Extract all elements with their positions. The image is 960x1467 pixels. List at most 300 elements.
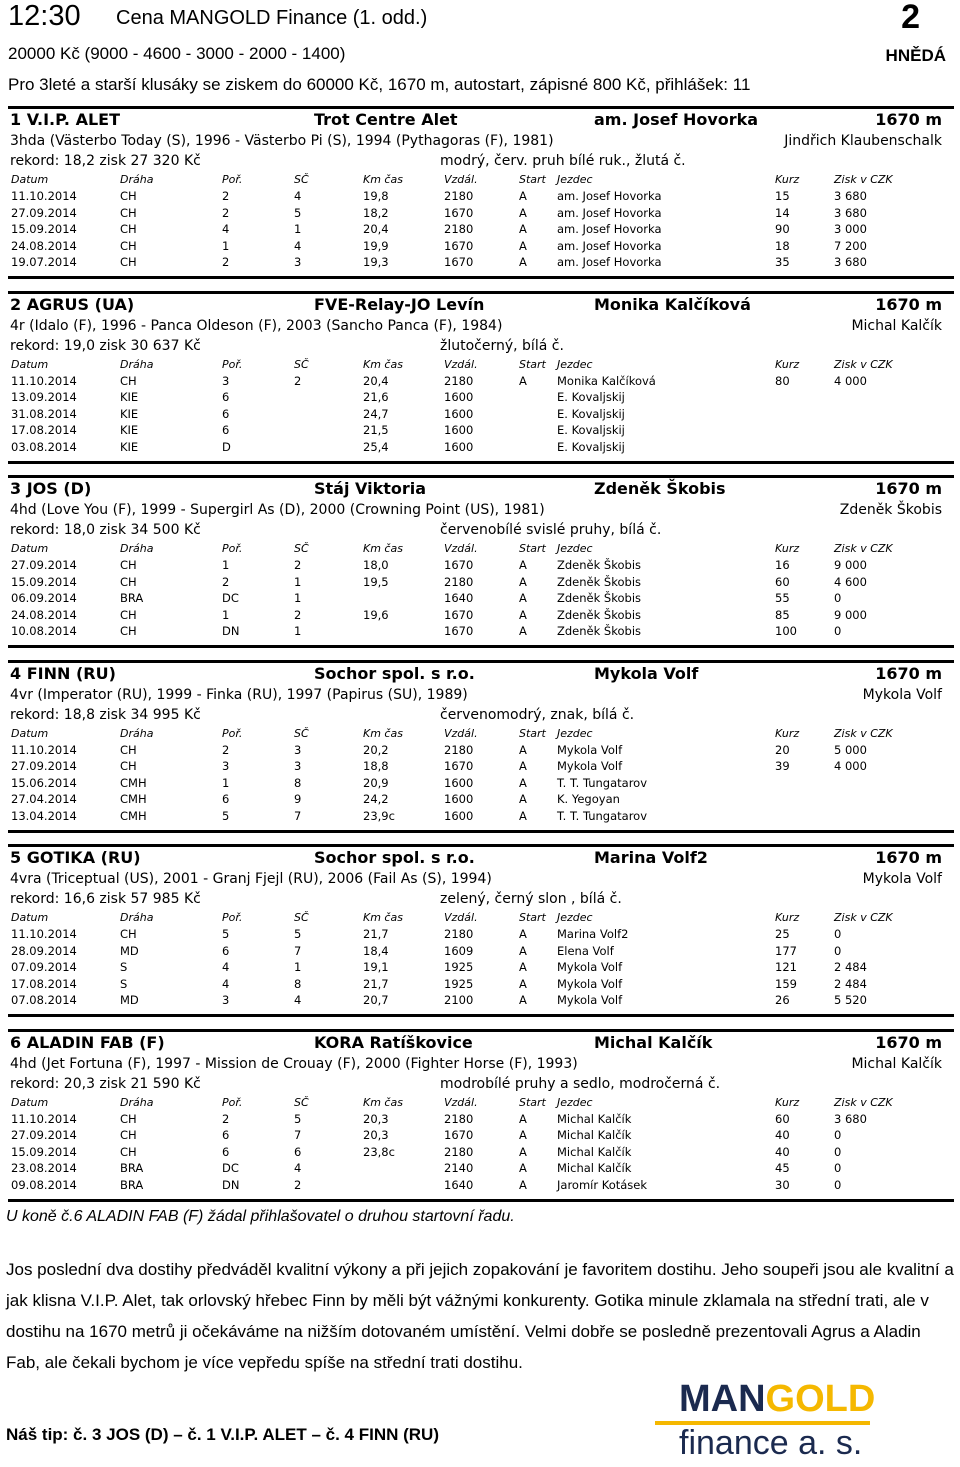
table-cell: 2: [294, 607, 302, 622]
horse-title-line: [8, 848, 948, 870]
table-cell: T. T. Tungatarov: [557, 808, 648, 823]
race-comment: Jos poslední dva dostihy předváděl kvalitní výkony a při jejich zopakování je favoritem dostihu. Jeho soupeři jsou ale kvalitní a jak klisna V.I.P. Alet, tak orlovský hřebec Finn by měli být vážnými konkurenty. Gotika minule zklamala na střední trati, ale v dostihu na 1670 metrů ji očekáváme na nižším dotovaném umístění. Velmi dobře se posledně prezentovali Agrus a Aladin Fab, ale čekali bychom je více vepředu spíše na střední trati dostihu.: [6, 1260, 954, 1372]
table-cell: CMH: [120, 808, 147, 823]
divider: [8, 830, 954, 833]
horse-breeder: Michal Kalčík: [851, 317, 942, 334]
table-cell: am. Josef Hovorka: [557, 222, 662, 236]
table-cell: 1600: [444, 423, 474, 437]
column-header: Start: [519, 726, 546, 740]
table-cell: 3: [222, 993, 230, 1007]
table-cell: 2180: [444, 189, 474, 203]
table-cell: CH: [120, 607, 137, 622]
column-header: Datum: [11, 173, 49, 186]
table-cell: 90: [775, 222, 790, 236]
table-cell: CH: [120, 1128, 137, 1142]
table-row: [8, 423, 948, 439]
divider: [8, 645, 954, 648]
table-header: [8, 727, 948, 743]
table-cell: 2: [294, 1177, 302, 1192]
column-header: Jezdec: [557, 542, 593, 555]
table-cell: A: [519, 808, 527, 823]
column-header: Kurz: [775, 173, 800, 186]
table-cell: 27.09.2014: [11, 1128, 77, 1142]
table-cell: 4 000: [834, 373, 867, 388]
table-cell: A: [519, 775, 527, 790]
horse-record: rekord: 18,0 zisk 34 500 Kč: [10, 522, 201, 538]
column-header: Zisk v CZK: [834, 173, 893, 186]
table-cell: 5 000: [834, 742, 867, 757]
table-cell: am. Josef Hovorka: [557, 189, 662, 203]
table-cell: 1600: [444, 390, 474, 404]
divider: [8, 106, 954, 109]
race-time: 12:30: [8, 0, 81, 32]
table-cell: 2100: [444, 993, 474, 1007]
table-cell: 2140: [444, 1161, 474, 1175]
column-header: Vzdál.: [444, 542, 478, 555]
divider: [8, 1014, 954, 1017]
table-cell: 20,4: [363, 222, 389, 236]
table-cell: CMH: [120, 792, 147, 806]
horse-name: 1 V.I.P. ALET: [10, 110, 120, 129]
column-header: Start: [519, 357, 546, 371]
table-cell: 40: [775, 1144, 790, 1159]
table-header: [8, 173, 948, 189]
horse-pedigree: 4vra (Triceptual (US), 2001 - Granj Fjejl (RU), 2006 (Fail As (S), 1994): [10, 871, 492, 887]
horse-pedigree-line: [8, 871, 948, 890]
table-cell: Zdeněk Škobis: [557, 624, 642, 638]
table-cell: 4: [294, 238, 302, 253]
table-cell: 18,0: [363, 558, 389, 572]
divider: [8, 475, 954, 478]
column-header: Poř.: [222, 542, 243, 555]
table-cell: A: [519, 759, 527, 773]
race-header: [8, 0, 930, 34]
table-cell: 19,6: [363, 607, 389, 622]
table-cell: 9 000: [834, 558, 867, 572]
table-cell: A: [519, 222, 527, 236]
table-cell: A: [519, 591, 527, 605]
horse-record: rekord: 16,6 zisk 57 985 Kč: [10, 891, 201, 907]
table-cell: 1670: [444, 238, 474, 253]
column-header: Dráha: [120, 911, 154, 924]
table-cell: A: [519, 1161, 527, 1175]
horse-distance: 1670 m: [875, 1032, 942, 1052]
column-header: Vzdál.: [444, 911, 478, 924]
table-cell: 20,7: [363, 993, 389, 1007]
table-cell: K. Yegoyan: [557, 792, 620, 806]
table-cell: A: [519, 205, 527, 220]
horse-owner: KORA Ratíškovice: [314, 1032, 473, 1052]
table-cell: 19,3: [363, 255, 389, 269]
table-cell: 0: [834, 1161, 842, 1175]
table-cell: 10.08.2014: [11, 624, 77, 638]
table-cell: 13.04.2014: [11, 808, 77, 823]
table-cell: 23,9c: [363, 808, 395, 823]
horse-colors: modrý, červ. pruh bílé ruk., žlutá č.: [440, 153, 686, 169]
table-cell: 6: [222, 423, 230, 437]
table-cell: 18,8: [363, 759, 389, 773]
table-cell: Michal Kalčík: [557, 1111, 632, 1126]
table-cell: 28.09.2014: [11, 943, 77, 958]
table-cell: 19,5: [363, 574, 389, 589]
column-header: Start: [519, 1095, 546, 1109]
table-cell: 2180: [444, 574, 474, 589]
table-row: [8, 792, 948, 808]
table-cell: 1670: [444, 607, 474, 622]
table-cell: 4: [222, 960, 230, 974]
table-cell: 11.10.2014: [11, 1111, 77, 1126]
table-cell: 06.09.2014: [11, 591, 77, 605]
table-cell: E. Kovaljskij: [557, 439, 625, 454]
table-header: [8, 1096, 948, 1112]
table-cell: CH: [120, 574, 137, 589]
table-cell: 20,3: [363, 1128, 389, 1142]
horse-pedigree: 4r (Idalo (F), 1996 - Panca Oldeson (F), 2003 (Sancho Panca (F), 1984): [10, 317, 503, 334]
horse-pedigree: 4hd (Love You (F), 1999 - Supergirl As (D), 2000 (Crowning Point (US), 1981): [10, 502, 545, 518]
column-header: Zisk v CZK: [834, 726, 893, 740]
table-cell: 23,8c: [363, 1144, 395, 1159]
table-cell: 2180: [444, 742, 474, 757]
table-cell: 15: [775, 189, 790, 203]
horse-record-line: [8, 891, 948, 910]
table-cell: 3: [222, 759, 230, 773]
table-cell: 1640: [444, 1177, 474, 1192]
column-header: Km čas: [363, 1095, 403, 1109]
table-cell: A: [519, 976, 527, 991]
table-row: [8, 944, 948, 960]
horse-record-line: [8, 522, 948, 541]
table-cell: am. Josef Hovorka: [557, 255, 662, 269]
horse-name: 3 JOS (D): [10, 479, 92, 498]
column-header: Jezdec: [557, 357, 593, 371]
table-cell: A: [519, 927, 527, 941]
table-cell: 3: [294, 742, 302, 757]
column-header: SČ: [294, 173, 309, 186]
table-cell: 60: [775, 1111, 790, 1126]
table-row: [8, 624, 948, 640]
table-cell: 7: [294, 943, 302, 958]
horse-pedigree-line: [8, 502, 948, 521]
column-header: Kurz: [775, 726, 800, 740]
table-cell: 3 680: [834, 205, 867, 220]
table-cell: CH: [120, 238, 137, 253]
divider: [8, 291, 954, 294]
table-cell: A: [519, 960, 527, 974]
column-header: Dráha: [120, 726, 154, 740]
table-cell: 2180: [444, 927, 474, 941]
table-cell: 14: [775, 205, 790, 220]
entry-note: U koně č.6 ALADIN FAB (F) žádal přihlašovatel o druhou startovní řadu.: [6, 1208, 515, 1225]
table-row: [8, 206, 948, 222]
horse-distance: 1670 m: [875, 479, 942, 498]
table-cell: A: [519, 742, 527, 757]
table-cell: 1600: [444, 808, 474, 823]
column-header: Poř.: [222, 726, 243, 740]
horse-breeder: Michal Kalčík: [851, 1055, 942, 1072]
table-cell: 1: [294, 222, 302, 236]
table-cell: 27.09.2014: [11, 205, 77, 220]
table-cell: 55: [775, 591, 790, 605]
horse-owner: Trot Centre Alet: [314, 110, 458, 129]
horse-record: rekord: 19,0 zisk 30 637 Kč: [10, 337, 201, 354]
column-header: Jezdec: [557, 173, 593, 186]
table-cell: CH: [120, 927, 137, 941]
table-cell: am. Josef Hovorka: [557, 238, 662, 253]
table-cell: A: [519, 373, 527, 388]
table-cell: Michal Kalčík: [557, 1128, 632, 1142]
table-cell: Marina Volf2: [557, 927, 629, 941]
table-cell: 0: [834, 591, 842, 605]
table-cell: E. Kovaljskij: [557, 406, 625, 421]
table-cell: BRA: [120, 1177, 144, 1192]
column-header: SČ: [294, 357, 309, 371]
table-cell: 19.07.2014: [11, 255, 77, 269]
table-row: [8, 255, 948, 271]
table-cell: 18: [775, 238, 790, 253]
column-header: Km čas: [363, 173, 403, 186]
table-cell: KIE: [120, 439, 139, 454]
table-cell: 5: [294, 927, 302, 941]
table-cell: 11.10.2014: [11, 373, 77, 388]
table-row: [8, 239, 948, 255]
race-number: 2: [901, 0, 920, 36]
table-cell: A: [519, 624, 527, 638]
table-cell: 24.08.2014: [11, 607, 77, 622]
table-cell: 1670: [444, 205, 474, 220]
table-cell: 9 000: [834, 607, 867, 622]
table-cell: 2: [222, 574, 230, 589]
column-header: Start: [519, 173, 546, 186]
table-cell: 4: [294, 993, 302, 1007]
table-cell: 4 000: [834, 759, 867, 773]
horse-owner: Stáj Viktoria: [314, 479, 427, 498]
table-cell: 18,4: [363, 943, 389, 958]
horse-name: 2 AGRUS (UA): [10, 294, 135, 314]
table-cell: Mykola Volf: [557, 960, 623, 974]
table-row: [8, 189, 948, 205]
divider: [8, 461, 954, 464]
table-cell: 24.08.2014: [11, 238, 77, 253]
table-cell: 23.08.2014: [11, 1161, 77, 1175]
table-cell: 1600: [444, 792, 474, 806]
table-cell: 5: [222, 927, 230, 941]
table-cell: 2: [222, 742, 230, 757]
table-cell: 8: [294, 775, 302, 790]
table-cell: 1: [294, 574, 302, 589]
divider: [8, 1029, 954, 1032]
table-cell: CH: [120, 759, 137, 773]
race-conditions: Pro 3leté a starší klusáky se ziskem do 60000 Kč, 1670 m, autostart, zápisné 800 Kč, přihlášek: 11: [8, 75, 751, 94]
table-cell: A: [519, 607, 527, 622]
horse-record-line: [8, 338, 948, 357]
table-row: [8, 1128, 948, 1144]
table-cell: CH: [120, 205, 137, 220]
table-row: [8, 440, 948, 456]
table-cell: 1609: [444, 943, 474, 958]
table-cell: 0: [834, 1144, 842, 1159]
table-cell: Zdeněk Škobis: [557, 558, 642, 572]
table-cell: 5: [294, 1111, 302, 1126]
table-cell: KIE: [120, 390, 139, 404]
horse-entry: [8, 844, 954, 1016]
table-cell: Monika Kalčíková: [557, 373, 656, 388]
table-row: [8, 1145, 948, 1161]
table-cell: 3: [294, 255, 302, 269]
table-cell: KIE: [120, 423, 139, 437]
table-cell: 6: [222, 406, 230, 421]
table-cell: A: [519, 1177, 527, 1192]
table-cell: DC: [222, 591, 239, 605]
table-cell: 7 200: [834, 238, 867, 253]
table-cell: 1670: [444, 1128, 474, 1142]
table-cell: 3: [294, 759, 302, 773]
table-header: [8, 358, 948, 374]
table-row: [8, 743, 948, 759]
table-cell: 16: [775, 558, 790, 572]
horse-trainer: Mykola Volf: [594, 663, 699, 683]
table-cell: 17.08.2014: [11, 423, 77, 437]
table-cell: A: [519, 1144, 527, 1159]
table-cell: 15.09.2014: [11, 222, 77, 236]
table-row: [8, 558, 948, 574]
race-prize: 20000 Kč (9000 - 4600 - 3000 - 2000 - 1400): [8, 44, 346, 63]
table-row: [8, 407, 948, 423]
column-header: Kurz: [775, 542, 800, 555]
horse-entry: [8, 475, 954, 647]
table-row: [8, 575, 948, 591]
table-cell: Mykola Volf: [557, 759, 623, 773]
table-cell: 4: [222, 976, 230, 991]
table-cell: 40: [775, 1128, 790, 1142]
table-cell: 4: [294, 1161, 302, 1175]
column-header: Poř.: [222, 911, 243, 924]
table-cell: DC: [222, 1161, 239, 1175]
table-cell: 5: [222, 808, 230, 823]
table-cell: A: [519, 792, 527, 806]
horse-record: rekord: 18,2 zisk 27 320 Kč: [10, 153, 201, 169]
table-cell: 1600: [444, 775, 474, 790]
column-header: SČ: [294, 726, 309, 740]
horse-title-line: [8, 295, 948, 317]
column-header: Km čas: [363, 357, 403, 371]
column-header: Poř.: [222, 357, 243, 371]
table-cell: 1670: [444, 759, 474, 773]
column-header: Jezdec: [557, 1095, 593, 1109]
mangold-logo: MANGOLD finance a. s.: [655, 1378, 870, 1466]
table-cell: Zdeněk Škobis: [557, 591, 642, 605]
table-cell: 21,5: [363, 423, 389, 437]
horse-entry: [8, 660, 954, 832]
table-cell: 25: [775, 927, 790, 941]
column-header: Zisk v CZK: [834, 1095, 893, 1109]
horse-breeder: Mykola Volf: [862, 686, 942, 703]
table-cell: MD: [120, 943, 139, 958]
table-cell: 6: [222, 1144, 230, 1159]
table-cell: A: [519, 558, 527, 572]
horse-pedigree: 4hd (Jet Fortuna (F), 1997 - Mission de Crouay (F), 2000 (Fighter Horse (F), 1993): [10, 1055, 578, 1072]
horse-distance: 1670 m: [875, 294, 942, 314]
table-cell: 1: [294, 591, 302, 605]
table-row: [8, 608, 948, 624]
table-cell: MD: [120, 993, 139, 1007]
table-cell: CH: [120, 1144, 137, 1159]
horse-colors: červenobílé svislé pruhy, bílá č.: [440, 522, 662, 538]
table-cell: 6: [222, 943, 230, 958]
table-cell: BRA: [120, 1161, 144, 1175]
table-cell: 2: [222, 1111, 230, 1126]
column-header: Start: [519, 542, 546, 555]
horse-trainer: Monika Kalčíková: [594, 294, 751, 314]
table-cell: DN: [222, 1177, 240, 1192]
column-header: Vzdál.: [444, 173, 478, 186]
table-header: [8, 911, 948, 927]
table-cell: S: [120, 960, 128, 974]
table-row: [8, 390, 948, 406]
table-cell: 39: [775, 759, 790, 773]
table-cell: 121: [775, 960, 797, 974]
column-header: SČ: [294, 542, 309, 555]
table-cell: 177: [775, 943, 797, 958]
table-row: [8, 1161, 948, 1177]
table-cell: 3 680: [834, 189, 867, 203]
table-cell: 6: [222, 1128, 230, 1142]
horse-breeder: Zdeněk Škobis: [839, 502, 942, 518]
horse-title-line: [8, 664, 948, 686]
table-cell: 15.06.2014: [11, 775, 77, 790]
horse-trainer: Zdeněk Škobis: [594, 479, 726, 498]
table-row: [8, 993, 948, 1009]
race-tip: Náš tip: č. 3 JOS (D) – č. 1 V.I.P. ALET – č. 4 FINN (RU): [6, 1425, 439, 1444]
divider: [8, 276, 954, 279]
horse-pedigree: 4vr (Imperator (RU), 1999 - Finka (RU), 1997 (Papirus (SU), 1989): [10, 686, 468, 703]
column-header: SČ: [294, 911, 309, 924]
table-cell: 0: [834, 927, 842, 941]
table-cell: 1600: [444, 439, 474, 454]
column-header: Zisk v CZK: [834, 911, 893, 924]
table-cell: Michal Kalčík: [557, 1161, 632, 1175]
table-cell: 24,7: [363, 406, 389, 421]
race-title: Cena MANGOLD Finance (1. odd.): [116, 7, 428, 29]
table-cell: 07.08.2014: [11, 993, 77, 1007]
horse-trainer: Michal Kalčík: [594, 1032, 713, 1052]
table-cell: 3 680: [834, 1111, 867, 1126]
column-header: Vzdál.: [444, 726, 478, 740]
table-cell: 3 680: [834, 255, 867, 269]
column-header: Km čas: [363, 726, 403, 740]
table-cell: CMH: [120, 775, 147, 790]
table-cell: CH: [120, 189, 137, 203]
horse-entry: [8, 106, 954, 278]
table-cell: 18,2: [363, 205, 389, 220]
table-row: [8, 759, 948, 775]
divider: [8, 1199, 954, 1202]
table-cell: 5 520: [834, 993, 867, 1007]
horse-breeder: Jindřich Klaubenschalk: [784, 133, 942, 149]
table-cell: 35: [775, 255, 790, 269]
table-cell: 7: [294, 1128, 302, 1142]
column-header: Dráha: [120, 173, 154, 186]
table-cell: Zdeněk Škobis: [557, 607, 642, 622]
table-row: [8, 960, 948, 976]
horse-record: rekord: 18,8 zisk 34 995 Kč: [10, 706, 201, 723]
table-row: [8, 374, 948, 390]
table-cell: 21,7: [363, 927, 389, 941]
column-header: Kurz: [775, 1095, 800, 1109]
horse-record-line: [8, 707, 948, 726]
table-cell: A: [519, 238, 527, 253]
table-header: [8, 542, 948, 558]
table-cell: 2: [222, 189, 230, 203]
